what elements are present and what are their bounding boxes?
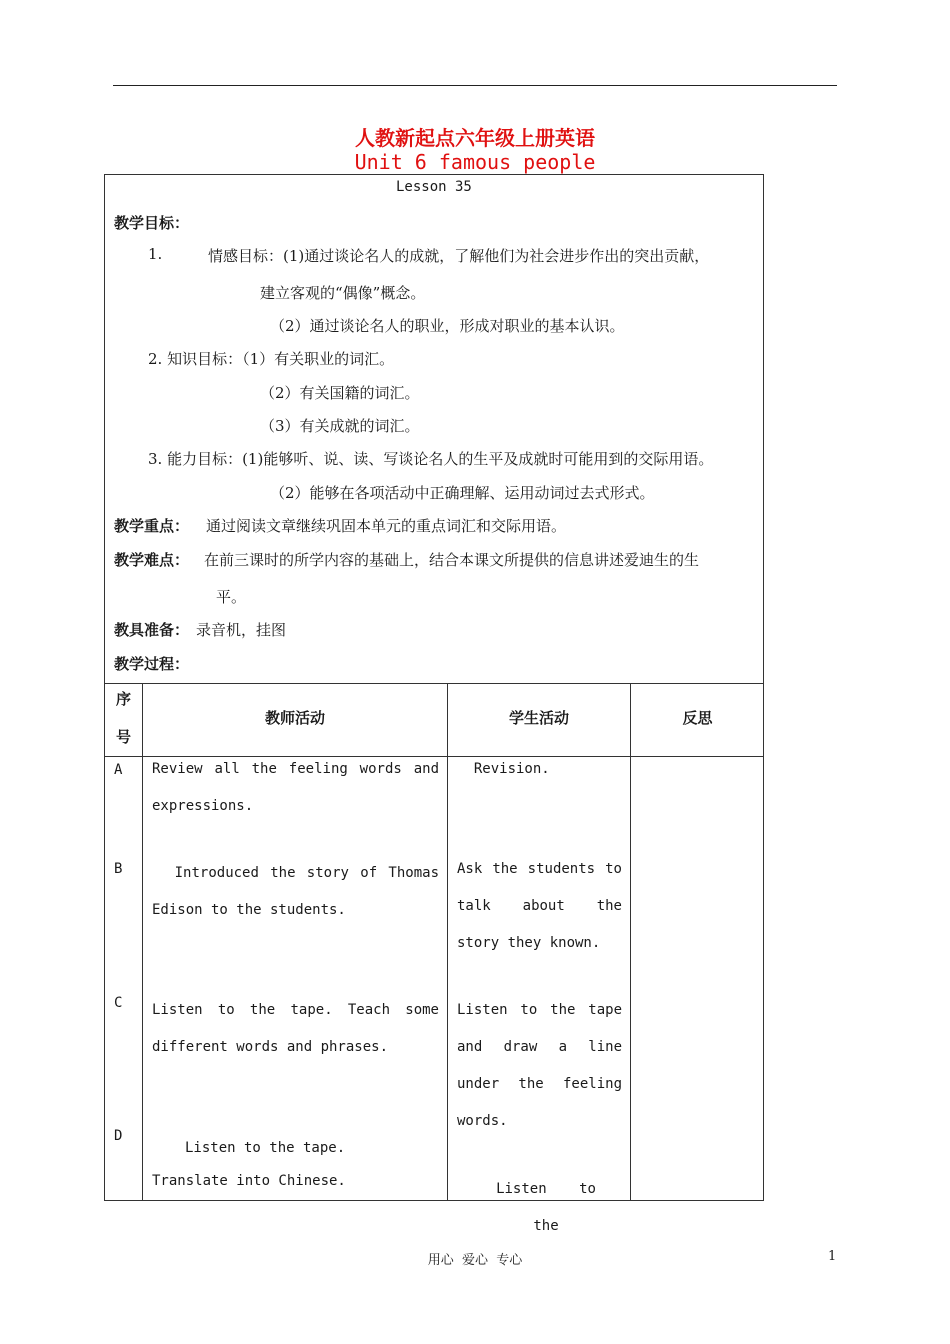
key-points-label: 教学重点： — [114, 517, 190, 535]
objective-3-line-2: （2）能够在各项活动中正确理解、运用动词过去式形式。 — [270, 484, 655, 502]
row-d-id: D — [114, 1128, 123, 1144]
header-seq-part-1: 序 — [116, 690, 132, 708]
header-reflection: 反思 — [682, 709, 713, 727]
table-top-border — [104, 683, 764, 684]
unit-title: Unit 6 famous people — [354, 150, 596, 174]
row-b-teacher-activity: Introduced the story of Thomas Edison to the students. — [152, 865, 448, 918]
materials-label: 教具准备： — [114, 621, 190, 639]
objective-2-line-3: （3）有关成就的词汇。 — [260, 417, 420, 435]
row-a-id: A — [114, 762, 123, 778]
materials-text: 录音机，挂图 — [196, 621, 287, 639]
objective-2-line-1: 2. 知识目标：（1）有关职业的词汇。 — [148, 350, 395, 368]
objective-3-line-1: 3. 能力目标：(1)能够听、说、读、写谈论名人的生平及成就时可能用到的交际用语。 — [148, 450, 714, 468]
header-seq-part-2: 号 — [116, 728, 132, 746]
objective-1-line-1: 情感目标：(1)通过谈论名人的成就，了解他们为社会进步作出的突出贡献， — [208, 247, 710, 265]
footer-motto: 用心 爱心 专心 — [427, 1253, 523, 1268]
row-a-student-activity: Revision. — [457, 761, 550, 777]
table-column-divider-3 — [630, 683, 631, 1201]
table-column-divider-2 — [447, 683, 448, 1201]
header-student-activity: 学生活动 — [508, 709, 569, 727]
difficulties-line-1: 在前三课时的所学内容的基础上，结合本课文所提供的信息讲述爱迪生的生 — [204, 551, 700, 569]
key-points-text: 通过阅读文章继续巩固本单元的重点词汇和交际用语。 — [206, 517, 567, 535]
header-teacher-activity: 教师活动 — [264, 709, 325, 727]
objective-1-line-2: 建立客观的“偶像”概念。 — [260, 284, 426, 302]
objective-1-number: 1. — [148, 245, 163, 263]
document-title: 人教新起点六年级上册英语 — [355, 126, 595, 150]
row-c-id: C — [114, 995, 123, 1011]
objectives-heading: 教学目标： — [114, 214, 190, 232]
objective-2-line-2: （2）有关国籍的词汇。 — [260, 384, 420, 402]
lesson-label: Lesson 35 — [396, 179, 472, 195]
header-rule — [113, 85, 837, 86]
page-number: 1 — [828, 1249, 837, 1264]
row-d-teacher-activity-line-1: Listen to the tape. — [185, 1140, 346, 1156]
objective-1-line-3: （2）通过谈论名人的职业，形成对职业的基本认识。 — [270, 317, 625, 335]
row-b-student-activity: Ask the students to talk about the story they known. — [457, 861, 622, 951]
table-column-divider-1 — [142, 683, 143, 1201]
difficulties-line-2: 平。 — [216, 588, 247, 606]
row-a-teacher-activity: Review all the feeling words and expressions. — [152, 761, 439, 814]
row-d-student-activity: Listen to the — [496, 1181, 596, 1234]
process-label: 教学过程： — [114, 655, 190, 673]
row-c-student-activity: Listen to the tape and draw a line under the feeling words. — [457, 1002, 622, 1129]
difficulties-label: 教学难点： — [114, 551, 190, 569]
row-c-teacher-activity: Listen to the tape. Teach some different words and phrases. — [152, 1002, 439, 1055]
row-d-teacher-activity-line-2: Translate into Chinese. — [152, 1173, 346, 1189]
row-b-id: B — [114, 861, 123, 877]
